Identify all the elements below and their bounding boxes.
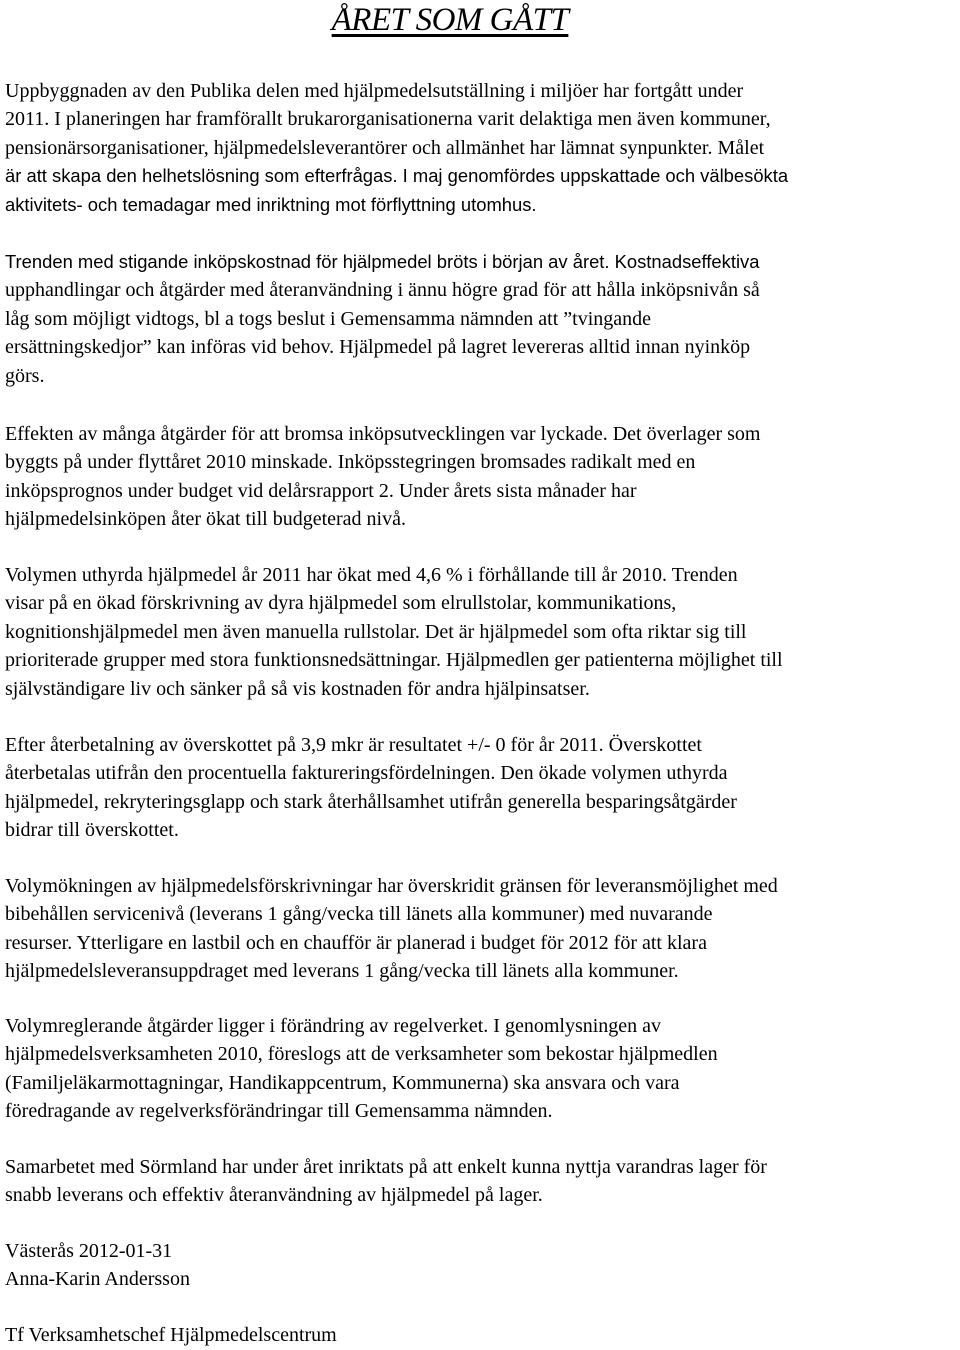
text-line: bidrar till överskottet. — [5, 819, 179, 842]
text-line: inköpsprognos under budget vid delårsrapport 2. Under årets sista månader har — [5, 479, 637, 502]
paragraph-volymreglerande — [5, 1012, 958, 1126]
text-line: visar på en ökad förskrivning av dyra hjälpmedel som elrullstolar, kommunikations, — [5, 592, 677, 615]
text-line: byggts på under flyttåret 2010 minskade. Inköpsstegringen bromsades radikalt med en — [5, 451, 696, 474]
text-line: ersättningskedjor” kan införas vid behov. Hjälpmedel på lagret levereras alltid innan nyinköp — [5, 336, 751, 359]
page-title: ÅRET SOM GÅTT — [331, 2, 569, 38]
text-line: hjälpmedelsverksamheten 2010, föreslogs att de verksamheter som bekostar hjälpmedlen — [5, 1043, 718, 1066]
text-line: pensionärsorganisationer, hjälpmedelsleverantörer och allmänhet har lämnat synpunkter. Målet — [5, 136, 765, 159]
text-line: aktivitets- och temadagar med inriktning mot förflyttning utomhus. — [5, 193, 537, 215]
signature-role: Tf Verksamhetschef Hjälpmedelscentrum — [5, 1324, 337, 1346]
text-line: Trenden med stigande inköpskostnad för hjälpmedel bröts i början av året. Kostnadseffektiva — [5, 251, 760, 272]
text-line: Volymen uthyrda hjälpmedel år 2011 har ökat med 4,6 % i förhållande till år 2010. Trenden — [5, 564, 738, 586]
signature-role-block — [5, 1321, 958, 1349]
text-line: snabb leverans och effektiv återanvändning av hjälpmedel på lager. — [5, 1184, 543, 1207]
text-line: kognitionshjälpmedel men även manuella rullstolar. Det är hjälpmedel som ofta riktar sig till — [5, 620, 747, 643]
paragraph-inkopskostnad — [5, 248, 958, 390]
text-line: 2011. I planeringen har framförallt brukarorganisationerna varit delaktiga men även kommuner, — [5, 108, 771, 131]
paragraph-samarbete — [5, 1153, 958, 1210]
paragraph-publika-delen — [5, 77, 958, 219]
text-line: Volymreglerande åtgärder ligger i förändring av regelverket. I genomlysningen av — [5, 1015, 662, 1037]
text-line: Uppbyggnaden av den Publika delen med hjälpmedelsutställning i miljöer har fortgått under — [5, 80, 744, 102]
text-line: bibehållen servicenivå (leverans 1 gång/vecka till länets alla kommuner) med nuvarande — [5, 903, 713, 926]
paragraph-atgarder — [5, 420, 958, 534]
text-line: självständigare liv och sänker på så vis kostnaden för andra hjälpinsatser. — [5, 677, 590, 700]
text-line: (Familjeläkarmottagningar, Handikappcentrum, Kommunerna) ska ansvara och vara — [5, 1071, 680, 1094]
text-line: Samarbetet med Sörmland har under året inriktats på att enkelt kunna nyttja varandras lager för — [5, 1156, 767, 1178]
text-line: prioriterade grupper med stora funktionsnedsättningar. Hjälpmedlen ger patienterna möjlighet till — [5, 649, 783, 672]
text-line: låg som möjligt vidtogs, bl a togs beslut i Gemensamma nämnden att ”tvingande — [5, 307, 652, 330]
signature-name: Anna-Karin Andersson — [5, 1268, 190, 1291]
text-line: Efter återbetalning av överskottet på 3,9 mkr är resultatet +/- 0 för år 2011. Överskottet — [5, 734, 702, 756]
text-line: resurser. Ytterligare en lastbil och en chaufför är planerad i budget för 2012 för att klara — [5, 931, 707, 954]
signature-block — [5, 1237, 958, 1294]
text-line: görs. — [5, 364, 45, 387]
text-line: hjälpmedel, rekryteringsglapp och stark återhållsamhet utifrån generella besparingsåtgärder — [5, 790, 737, 813]
paragraph-aterbetalning — [5, 731, 958, 845]
text-line: Volymökningen av hjälpmedelsförskrivningar har överskridit gränsen för leveransmöjlighet med — [5, 875, 778, 897]
paragraph-volymen — [5, 561, 958, 703]
signature-place-date: Västerås 2012-01-31 — [5, 1240, 173, 1262]
text-line: upphandlingar och åtgärder med återanvändning i ännu högre grad för att hålla inköpsnivån så — [5, 279, 760, 302]
text-line: hjälpmedelsinköpen åter ökat till budgeterad nivå. — [5, 508, 406, 531]
text-line: föredragande av regelverksförändringar till Gemensamma nämnden. — [5, 1100, 553, 1123]
text-line: är att skapa den helhetslösning som efterfrågas. I maj genomfördes uppskattade och välbesökta — [5, 165, 789, 187]
text-line: återbetalas utifrån den procentuella faktureringsfördelningen. Den ökade volymen uthyrda — [5, 762, 728, 785]
text-line: hjälpmedelsleveransuppdraget med leverans 1 gång/vecka till länets alla kommuner. — [5, 960, 679, 983]
text-line: Effekten av många åtgärder för att bromsa inköpsutvecklingen var lyckade. Det överlager som — [5, 423, 761, 445]
paragraph-volymokningen — [5, 872, 958, 986]
